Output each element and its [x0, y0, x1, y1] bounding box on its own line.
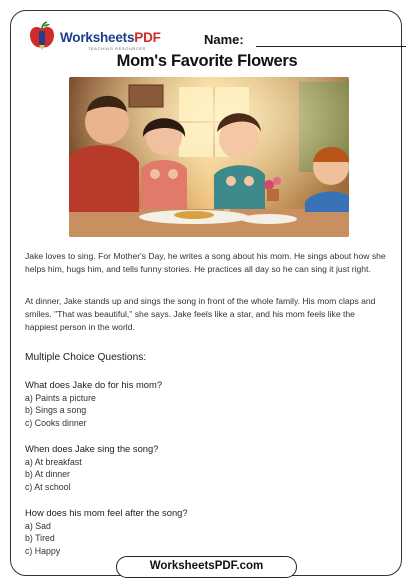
answer-option[interactable]: a) At breakfast	[25, 457, 82, 467]
question-text: How does his mom feel after the song?	[25, 507, 188, 518]
question-text: When does Jake sing the song?	[25, 443, 159, 454]
question-block-1	[25, 379, 162, 429]
brand-tagline: TEACHING RESOURCES	[88, 46, 146, 51]
answer-option[interactable]: b) Sings a song	[25, 405, 87, 416]
brand-logo[interactable]	[26, 16, 176, 56]
question-text: What does Jake do for his mom?	[25, 379, 163, 390]
question-block-2	[25, 443, 158, 493]
brand-name-part2: PDF	[134, 30, 161, 45]
answer-option[interactable]: a) Paints a picture	[25, 393, 96, 403]
header	[26, 16, 388, 56]
footer-site-link[interactable]: WorksheetsPDF.com	[116, 556, 297, 578]
name-label: Name:	[204, 32, 244, 47]
answer-option[interactable]: c) At school	[25, 481, 71, 492]
answer-option[interactable]: b) At dinner	[25, 469, 70, 480]
name-write-line[interactable]	[256, 46, 406, 47]
brand-wordmark	[60, 30, 161, 45]
answer-option[interactable]: c) Happy	[25, 545, 61, 556]
worksheet-title: Mom's Favorite Flowers	[116, 52, 298, 70]
answer-option[interactable]: c) Cooks dinner	[25, 417, 87, 428]
brand-name-part1: Worksheets	[60, 30, 135, 45]
family-dinner-illustration	[69, 77, 349, 237]
story-paragraph-2: At dinner, Jake stands up and sings the song in front of the whole family. His mom claps and smiles. "That was beautiful," she says. Jake feels like a star, and his mom feels like the happiest person in the world.	[25, 296, 376, 333]
answer-option[interactable]: a) Sad	[25, 521, 51, 531]
answer-option[interactable]: b) Tired	[25, 533, 55, 544]
story-paragraph-1: Jake loves to sing. For Mother's Day, he writes a song about his mom. He sings about how she helps him, hugs him, and tells funny stories. He practices all day so he can sing it just right.	[25, 251, 386, 275]
mcq-heading: Multiple Choice Questions:	[25, 352, 147, 363]
question-block-3	[25, 507, 188, 557]
apple-pencil-icon	[26, 20, 58, 52]
